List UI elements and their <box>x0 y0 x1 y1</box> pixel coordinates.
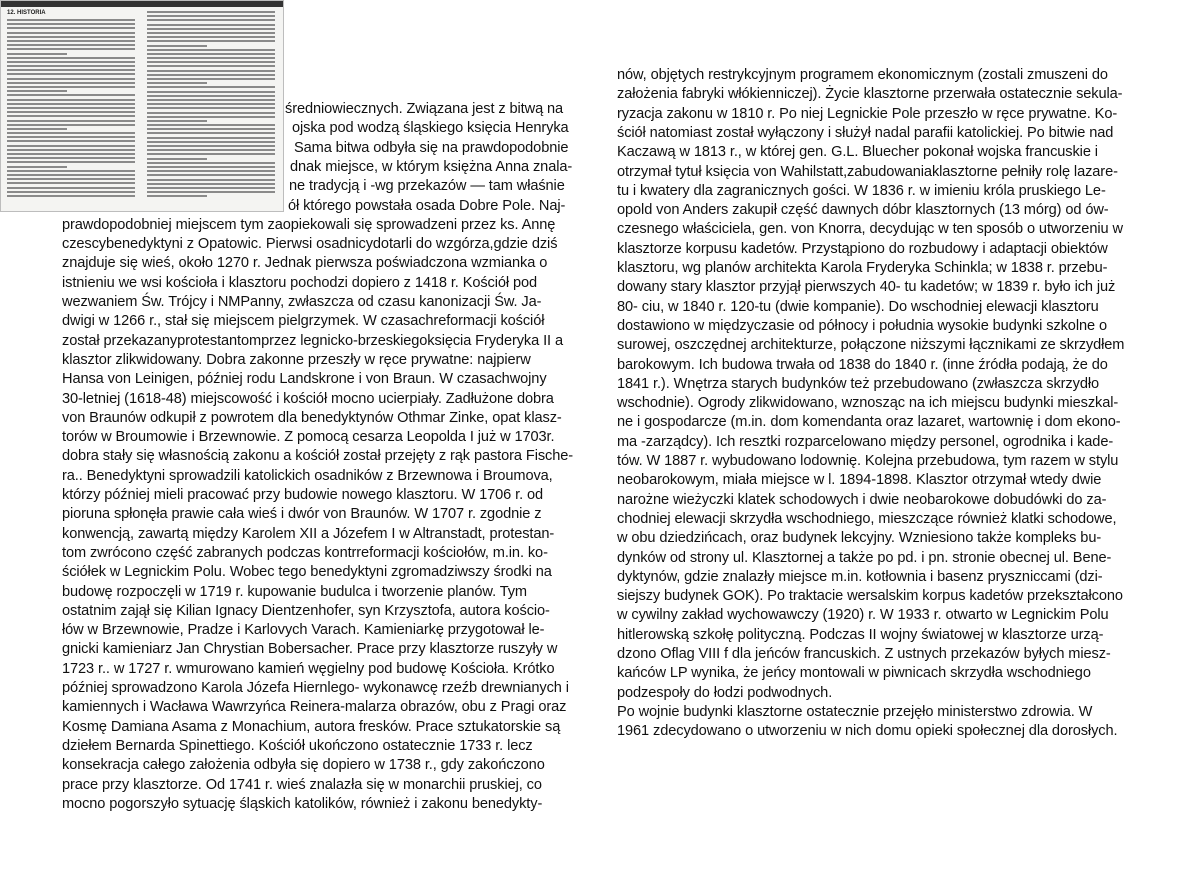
thumbnail-text-line <box>147 24 275 26</box>
thumbnail-text-line <box>147 174 275 176</box>
text-line: w obu dziedzińcach, oraz budynek lekcyjny. Wzniesiono także kompleks bu- <box>617 530 1102 547</box>
text-line: 80- ciu, w 1840 r. 120-tu (dwie kompanie). Do wschodniej elewacji klasztoru <box>617 298 1099 315</box>
thumbnail-text-line <box>7 166 67 168</box>
text-line: Kosmę Damiana Asama z Monachium, autora fresków. Prace sztukatorskie są <box>62 718 561 735</box>
text-line: tów. W 1887 r. wybudowano lodownię. Kolejna przebudowa, tym razem w stylu <box>617 453 1119 469</box>
text-line: dnak miejsce, w którym księżna Anna znala- <box>290 158 573 175</box>
text-line: 1723 r.. w 1727 r. wmurowano kamień węgielny pod budowę Kościoła. Krótko <box>62 660 555 677</box>
thumbnail-column-left <box>7 19 135 201</box>
text-line: nów, objętych restrykcyjnym programem ekonomicznym (zostali zmuszeni do <box>617 67 1108 83</box>
thumbnail-text-line <box>7 174 135 176</box>
thumbnail-text-line <box>147 74 275 76</box>
text-line: założenia fabryki włókienniczej). Życie klasztorne przerwała ostatecznie sekula- <box>617 86 1123 103</box>
thumbnail-text-line <box>147 191 275 193</box>
text-line: konwencją, zawartą między Karolem XII a Józefem I w Altranstadt, protestan- <box>62 525 555 542</box>
thumbnail-text-line <box>7 53 67 55</box>
thumbnail-text-line <box>147 32 275 34</box>
text-line: otrzymał tytuł księcia von Wahilstatt,zabudowaniaklasztorne pełniły rolę lazare- <box>617 163 1118 180</box>
thumbnail-text-line <box>7 69 135 71</box>
right-text-column <box>617 64 1137 740</box>
thumbnail-text-line <box>7 27 135 29</box>
text-line: podzespoły do łodzi podwodnych. <box>617 684 833 701</box>
text-line: 1841 r.). Wnętrza starych budynków też przebudowano (zwłaszcza skrzydło <box>617 375 1100 392</box>
text-line: dowany stary klasztor przyjął pierwszych 40- tu kadetów; w 1839 r. było ich już <box>617 279 1116 296</box>
thumbnail-text-line <box>147 86 275 88</box>
text-line: ojska pod wodzą śląskiego księcia Henryka <box>292 120 569 137</box>
thumbnail-text-line <box>7 86 135 88</box>
text-line: pioruna spłonęła prawie cała wieś i dwór von Braunów. W 1707 r. zgodnie z <box>62 506 542 523</box>
text-line: ne i gospodarcze (m.in. dom komendanta oraz lazaret, wartownię i dom ekono- <box>617 414 1121 431</box>
text-line: barokowym. Ich budowa trwała od 1838 do 1840 r. (inne źródła podają, że do <box>617 356 1108 373</box>
thumbnail-text-line <box>7 128 67 130</box>
thumbnail-text-line <box>7 170 135 172</box>
text-line: kamiennych i Wacława Wawrzyńca Reinera-malarza obrazów, obu z Pragi oraz <box>62 699 567 716</box>
text-line: kańców LP wynika, że jeńcy montowali w piwnicach skrzydła wschodniego <box>617 665 1091 682</box>
text-line: tom zwrócono część zabranych podczas kontrreformacji kościołów, m.in. ko- <box>62 544 548 561</box>
text-line: czesnego właściciela, gen. von Knorra, decydując w ten sposób o utworzeniu w <box>617 221 1123 238</box>
thumbnail-text-line <box>147 40 275 42</box>
text-line: surowej, oszczędnej architekturze, połączone niższymi łącznikami ze skrzydłem <box>617 337 1125 354</box>
thumbnail-text-line <box>7 73 135 75</box>
thumbnail-text-line <box>147 137 275 139</box>
text-line: ryzacja zakonu w 1810 r. Po niej Legnickie Pole przeszło w ręce prywatne. Ko- <box>617 105 1118 122</box>
thumbnail-text-line <box>147 91 275 93</box>
thumbnail-text-line <box>147 120 207 122</box>
text-line: czescybenedyktyni z Opatowic. Pierwsi osadnicydotarli do wzgórza,gdzie dziś <box>62 236 558 253</box>
thumbnail-text-line <box>7 44 135 46</box>
text-line: ół którego powstała osada Dobre Pole. Naj- <box>288 197 566 214</box>
text-line: 1961 zdecydowano o utworzeniu w nich domu opieki społecznej dla dorosłych. <box>617 723 1118 740</box>
thumbnail-text-line <box>7 48 135 50</box>
text-line: budowę rozpoczęli w 1719 r. kupowanie budulca i tworzenie planów. Tym <box>62 583 527 600</box>
text-line: tu i kwatery dla zagranicznych gości. W 1836 r. w imieniu króla pruskiego Le- <box>617 182 1106 199</box>
thumbnail-top-strip <box>1 1 283 7</box>
thumbnail-text-line <box>7 132 135 134</box>
thumbnail-text-line <box>7 40 135 42</box>
thumbnail-text-line <box>147 15 275 17</box>
text-line: prawdopodobniej miejscem tym zaopiekowali się sprowadzeni przez ks. Annę <box>62 216 556 233</box>
thumbnail-text-line <box>147 195 207 197</box>
thumbnail-text-line <box>7 103 135 105</box>
text-line: chodniej elewacji skrzydła wschodniego, mieszczące również klatki schodowe, <box>617 510 1117 527</box>
thumbnail-text-line <box>7 124 135 126</box>
thumbnail-text-line <box>7 140 135 142</box>
thumbnail-text-line <box>7 178 135 180</box>
text-line: hitlerowską szkołę polityczną. Podczas II wojny światowej w klasztorze urzą- <box>617 626 1104 643</box>
text-line: neobarokowym, miała miejsce w l. 1894-1898. Klasztor otrzymał wtedy dwie <box>617 472 1102 489</box>
page-thumbnail <box>0 0 284 212</box>
text-line: dyktynów, gdzie znalazły miejsce m.in. kotłownia i basenz pryszniccami (dzi- <box>617 568 1103 585</box>
text-line: narożne wieżyczki klatek schodowych i dwie neobarokowe dobudówki do za- <box>617 491 1107 508</box>
thumbnail-text-line <box>147 132 275 134</box>
thumbnail-text-line <box>147 162 275 164</box>
text-line: został przekazanyprotestantomprzez legnicko-brzeskiegoksięcia Fryderyka II a <box>62 332 563 349</box>
text-line: 30-letniej (1618-48) miejscowość i kościół mocno ucierpiały. Zadłużone dobra <box>62 390 554 407</box>
thumbnail-text-line <box>147 187 275 189</box>
text-line: ściół natomiast został wyłączony i służył nadal parafii katolickiej. Po bitwie nad <box>617 124 1114 141</box>
thumbnail-text-line <box>7 36 135 38</box>
text-line: gnicki kamieniarz Jan Chrystian Bobersacher. Prace przy klasztorze ruszyły w <box>62 641 558 658</box>
thumbnail-text-line <box>147 170 275 172</box>
text-line: Po wojnie budynki klasztorne ostatecznie przejęło ministerstwo zdrowia. W <box>617 703 1093 720</box>
text-line: klasztor zlikwidowany. Dobra zakonne przeszły w ręce prywatne: najpierw <box>62 351 531 368</box>
text-line: którzy później mieli pracować przy budowie nowego klasztoru. W 1706 r. od <box>62 487 544 503</box>
thumbnail-text-line <box>147 145 275 147</box>
thumbnail-text-line <box>147 124 275 126</box>
thumbnail-text-line <box>7 153 135 155</box>
thumbnail-text-line <box>147 141 275 143</box>
text-line: dzono Oflag VIII f dla jeńców francuskich. Z ustnych przekazów byłych miesz- <box>617 646 1111 662</box>
text-line: ra.. Benedyktyni sprowadzili katolickich osadników z Brzewnowa i Broumova, <box>62 467 553 484</box>
thumbnail-text-line <box>147 19 275 21</box>
thumbnail-text-line <box>7 111 135 113</box>
thumbnail-text-line <box>147 112 275 114</box>
thumbnail-text-line <box>7 120 135 122</box>
thumbnail-text-line <box>7 94 135 96</box>
text-line: dostawiono w międzyczasie od północy i południa wysokie budynki szkolne o <box>617 317 1107 334</box>
text-line: torów w Broumowie i Brzewnowie. Z pomocą cesarza Leopolda I już w 1703r. <box>62 429 555 446</box>
text-line: dziełem Bernarda Spinettiego. Kościół ukończono ostatecznie 1733 r. lecz <box>62 737 533 754</box>
thumbnail-text-line <box>7 57 135 59</box>
thumbnail-text-line <box>147 99 275 101</box>
thumbnail-text-line <box>147 82 207 84</box>
thumbnail-text-line <box>7 136 135 138</box>
thumbnail-text-line <box>147 103 275 105</box>
thumbnail-text-line <box>147 149 275 151</box>
text-line: Hansa von Leinigen, później rodu Landskrone i von Braun. W czasachwojny <box>62 371 547 388</box>
text-line: siejszy budynek GOK). Po traktacie wersalskim korpus kadetów przekształcono <box>617 588 1123 605</box>
text-line: łów w Brzewnowie, Pradze i Karlovych Varach. Kamieniarkę przygotował le- <box>62 622 545 639</box>
thumbnail-text-line <box>7 61 135 63</box>
text-line: klasztorze korpusu kadetów. Przystąpiono do rozbudowy i adaptacji obiektów <box>617 240 1108 257</box>
thumbnail-text-line <box>7 182 135 184</box>
thumbnail-text-line <box>147 65 275 67</box>
text-line: wschodnie). Ogrody zlikwidowano, wznosząc na ich miejscu budynki mieszkal- <box>617 395 1119 412</box>
thumbnail-text-line <box>7 23 135 25</box>
thumbnail-text-line <box>147 179 275 181</box>
text-line: dwigi w 1266 r., stał się miejscem pielgrzymek. W czasachreformacji kościół <box>62 313 545 330</box>
text-line: później sprowadzono Karola Józefa Hiernlego- wykonawcę rzeźb drewnianych i <box>62 680 569 696</box>
thumbnail-text-line <box>147 36 275 38</box>
text-line: dobra stały się własnością zakonu a kościół został przejęty z rąk pastora Fische- <box>62 448 574 465</box>
text-line: klasztoru, wg planów architekta Karola Fryderyka Schinkla; w 1838 r. przebu- <box>617 260 1108 276</box>
text-line: Kaczawą w 1813 r., w której gen. G.L. Bluecher pokonał wojska francuskie i <box>617 144 1098 161</box>
thumbnail-text-line <box>7 195 135 197</box>
thumbnail-heading: 12. HISTORIA <box>7 10 46 16</box>
text-line: Sama bitwa odbyła się na prawdopodobnie <box>294 139 569 156</box>
thumbnail-text-line <box>7 90 67 92</box>
thumbnail-text-line <box>147 107 275 109</box>
thumbnail-text-line <box>147 57 275 59</box>
thumbnail-column-right <box>147 11 275 193</box>
thumbnail-text-line <box>7 99 135 101</box>
thumbnail-text-line <box>147 158 207 160</box>
thumbnail-text-line <box>147 95 275 97</box>
thumbnail-text-line <box>7 82 135 84</box>
text-line: średniowiecznych. Związana jest z bitwą na <box>285 101 564 117</box>
thumbnail-text-line <box>147 53 275 55</box>
thumbnail-text-line <box>7 32 135 34</box>
thumbnail-text-line <box>147 128 275 130</box>
thumbnail-text-line <box>147 78 275 80</box>
text-line: ma -zarządcy). Ich resztki rozparcelowano między personel, ogrodnika i kade- <box>617 433 1114 450</box>
thumbnail-text-line <box>147 49 275 51</box>
text-line: istnieniu we wsi kościoła i klasztoru pochodzi dopiero z 1418 r. Kościół pod <box>62 274 538 291</box>
thumbnail-text-line <box>147 11 275 13</box>
thumbnail-text-line <box>7 107 135 109</box>
thumbnail-text-line <box>7 78 135 80</box>
thumbnail-text-line <box>7 115 135 117</box>
text-line: ostatnim zajął się Kilian Ignacy Dientzenhofer, syn Krzysztofa, autora kościo- <box>62 602 550 619</box>
thumbnail-text-line <box>147 70 275 72</box>
thumbnail-text-line <box>7 65 135 67</box>
thumbnail-text-line <box>147 183 275 185</box>
thumbnail-text-line <box>7 187 135 189</box>
thumbnail-text-line <box>147 153 275 155</box>
text-line: mocno pogorszyło sytuację śląskich katolików, również i zakonu benedykty- <box>62 795 543 812</box>
thumbnail-text-line <box>147 116 275 118</box>
text-line: znajduje się wieś, około 1270 r. Jednak pierwsza poświadczona wzmianka o <box>62 255 548 272</box>
text-line: wezwaniem Św. Trójcy i NMPanny, zwłaszcza od czasu kanonizacji Św. Ja- <box>62 294 542 310</box>
thumbnail-text-line <box>147 166 275 168</box>
text-line: dynków od strony ul. Klasztornej a także po pd. i pn. stronie obecnej ul. Bene- <box>617 549 1112 566</box>
thumbnail-text-line <box>7 161 135 163</box>
text-line: von Braunów odkupił z powrotem dla benedyktynów Othmar Zinke, opat klasz- <box>62 409 562 426</box>
thumbnail-text-line <box>147 45 207 47</box>
thumbnail-text-line <box>7 19 135 21</box>
thumbnail-text-line <box>147 61 275 63</box>
text-line: w cywilny zakład wychowawczy (1920) r. W 1933 r. otwarto w Legnickim Polu <box>617 607 1109 624</box>
text-line: konsekracja całego założenia odbyła się dopiero w 1738 r., gdy zakończono <box>62 757 545 774</box>
text-line: prace przy klasztorze. Od 1741 r. wieś znalazła się w monarchii pruskiej, co <box>62 776 542 793</box>
text-line: opold von Anders zakupił część dawnych dóbr klasztornych (13 mórg) od ów- <box>617 202 1109 219</box>
text-line: ne tradycją i -wg przekazów — tam właśnie <box>289 178 565 195</box>
thumbnail-text-line <box>7 145 135 147</box>
text-line: ściółek w Legnickim Polu. Wobec tego benedyktyni zgromadziwszy środki na <box>62 564 552 581</box>
thumbnail-text-line <box>7 191 135 193</box>
thumbnail-text-line <box>7 149 135 151</box>
thumbnail-text-line <box>7 157 135 159</box>
thumbnail-text-line <box>147 28 275 30</box>
